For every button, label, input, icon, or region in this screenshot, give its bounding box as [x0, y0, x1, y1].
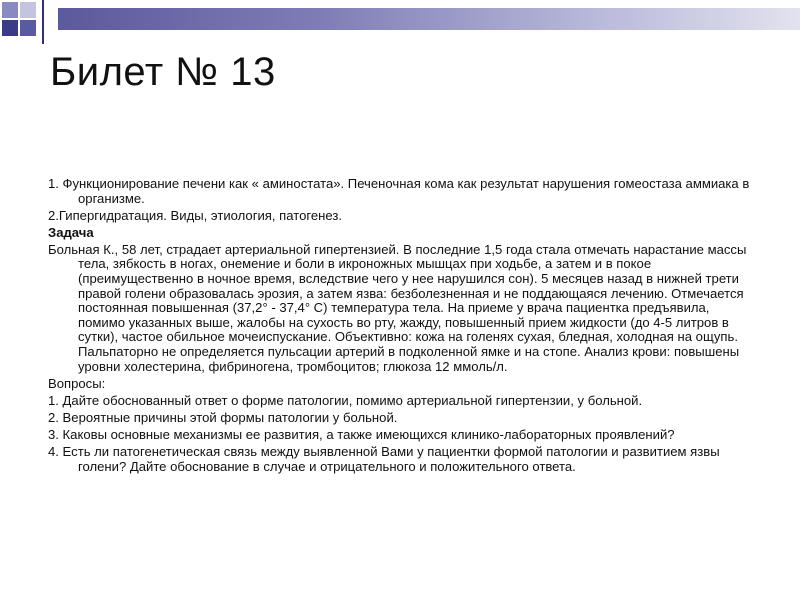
decor-square [20, 20, 36, 36]
ticket-content [48, 177, 753, 477]
questions-heading: Вопросы: [48, 375, 106, 391]
decor-square [2, 20, 18, 36]
question-2: 2.Гипергидратация. Виды, этиология, патогенез. [48, 207, 343, 223]
title-decoration [0, 0, 800, 48]
task-question-1: 1. Дайте обоснованный ответ о форме патологии, помимо артериальной гипертензии, у больной. [48, 392, 643, 408]
slide-title: Билет № 13 [50, 50, 276, 94]
decor-square [2, 2, 18, 18]
case-description: Больная К., 58 лет, страдает артериальной гипертензией. В последние 1,5 года стала отмечать нарастание массы тела, зябкость в ногах, онемение и боли в икроножных мышцах при ходьбе, а затем и в покое (преимущественно в ночное время, вследствие чего у нее нарушился сон). 5 месяцев назад в нижней трети правой голени образовалась эрозия, а затем язва: безболезненная и не поддающаяся лечению. Отмечается постоянная повышенная (37,2° - 37,4° С) температура тела. На приеме у врача пациентка предъявила, помимо указанных выше, жалобы на сухость во рту, жажду, повышенный прием жидкости (до 4-5 литров в сутки), частое обильное мочеиспускание. Объективно: кожа на голенях сухая, бледная, холодная на ощупь. Пальпаторно не определяется пульсации артерий в подколенной ямке и на стопе. Анализ крови: повышены уровни холестерина, фибриногена, тромбоцитов; глюкоза 12 ммоль/л. [48, 241, 747, 374]
task-question-3: 3. Каковы основные механизмы ее развития, а также имеющихся клинико-лабораторных проявлений? [48, 427, 675, 442]
header-gradient-bar [58, 8, 800, 30]
decor-square [20, 2, 36, 18]
decor-line [42, 0, 44, 44]
task-question-2: 2. Вероятные причины этой формы патологии у больной. [48, 409, 398, 425]
question-1: 1. Функционирование печени как « аминостата». Печеночная кома как результат нарушения гомеостаза аммиака в организме. [48, 176, 750, 206]
task-question-4: 4. Есть ли патогенетическая связь между выявленной Вами у пациентки формой патологии и развитием язвы голени? Дайте обоснование в случае и отрицательного и положительного ответа. [48, 444, 720, 474]
task-heading: Задача [48, 224, 94, 240]
